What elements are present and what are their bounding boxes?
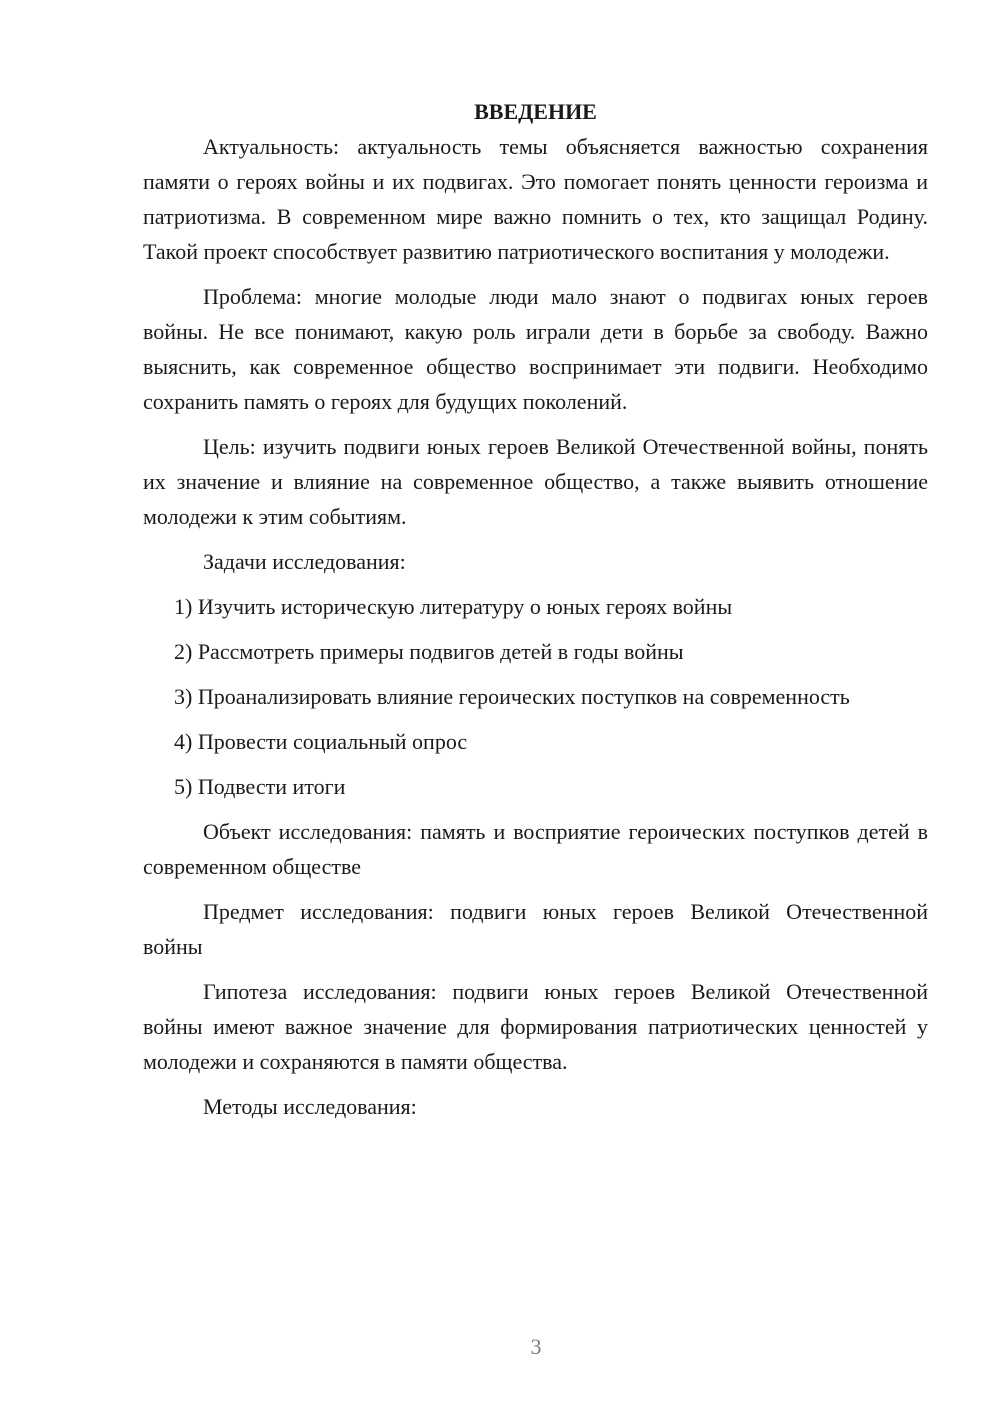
goal-paragraph: Цель: изучить подвиги юных героев Великой Отечественной войны, понять их значение и влияние на современное общество, а также выявить отношение молодежи к этим событиям. <box>143 434 928 529</box>
relevance-paragraph: Актуальность: актуальность темы объясняется важностью сохранения памяти о героях войны и их подвигах. Это помогает понять ценности героизма и патриотизма. В современном мире важно помнить о тех, кто защищал Родину. Такой проект способствует развитию патриотического воспитания у молодежи. <box>143 134 928 264</box>
task-item: 2) Рассмотреть примеры подвигов детей в годы войны <box>174 639 684 664</box>
methods-title: Методы исследования: <box>203 1094 417 1119</box>
tasks-list <box>143 589 928 804</box>
task-item: 1) Изучить историческую литературу о юных героях войны <box>174 594 733 619</box>
task-item: 3) Проанализировать влияние героических поступков на современность <box>174 684 850 709</box>
problem-paragraph: Проблема: многие молодые люди мало знают о подвигах юных героев войны. Не все понимают, какую роль играли дети в борьбе за свободу. Важно выяснить, как современное общество воспринимает эти подвиги. Необходимо сохранить память о героях для будущих поколений. <box>143 284 928 414</box>
tasks-title: Задачи исследования: <box>203 549 406 574</box>
task-item: 4) Провести социальный опрос <box>174 729 468 754</box>
page-title: ВВЕДЕНИЕ <box>474 99 597 124</box>
page-content <box>143 94 928 1124</box>
hypothesis-paragraph: Гипотеза исследования: подвиги юных героев Великой Отечественной войны имеют важное значение для формирования патриотических ценностей у молодежи и сохраняются в памяти общества. <box>143 979 928 1074</box>
object-paragraph: Объект исследования: память и восприятие героических поступков детей в современном обществе <box>143 819 928 879</box>
subject-paragraph: Предмет исследования: подвиги юных героев Великой Отечественной войны <box>143 899 928 959</box>
task-item: 5) Подвести итоги <box>174 774 346 799</box>
page-number: 3 <box>530 1334 542 1359</box>
